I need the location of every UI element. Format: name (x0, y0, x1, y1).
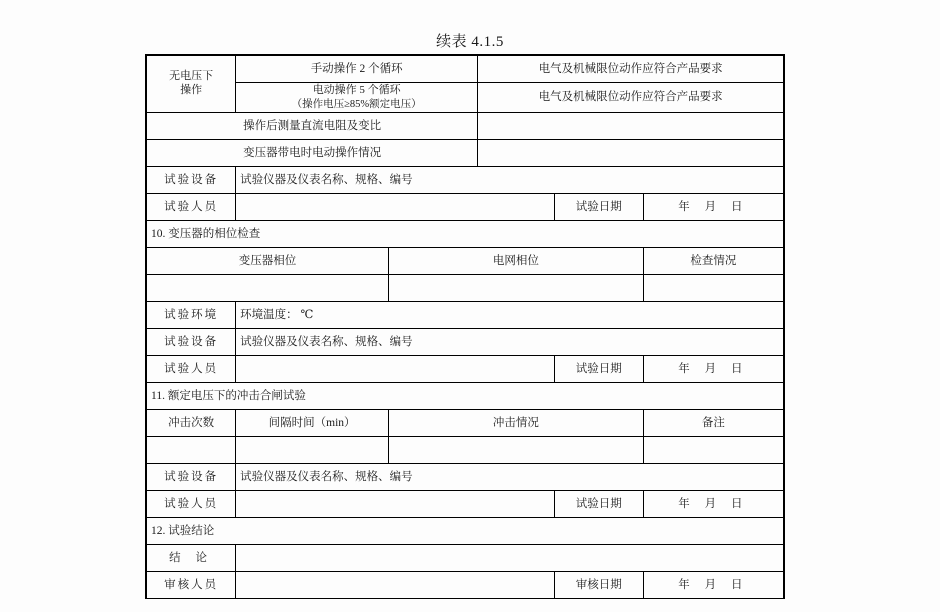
section-10-title: 10. 变压器的相位检查 (147, 220, 784, 247)
impulse-status-value[interactable] (389, 436, 644, 463)
test-date-value-1[interactable]: 年 月 日 (643, 193, 783, 220)
transformer-phase-value[interactable] (147, 274, 389, 301)
electric-operation-item-line-2: （操作电压≥85%额定电压） (291, 98, 422, 110)
table-row (147, 56, 784, 83)
table-row (147, 83, 784, 113)
conclusion-value[interactable] (236, 544, 784, 571)
test-staff-value-1[interactable] (236, 193, 554, 220)
interval-time-value[interactable] (236, 436, 389, 463)
electric-operation-item-line-1: 电动操作 5 个循环 (312, 84, 401, 96)
manual-operation-result: 电气及机械限位动作应符合产品要求 (478, 56, 784, 83)
review-date-label: 审核日期 (554, 571, 643, 598)
table-row (147, 571, 784, 598)
inspection-form-table (146, 55, 784, 599)
energized-operation-label: 变压器带电时电动操作情况 (147, 139, 478, 166)
test-date-label-1: 试验日期 (554, 193, 643, 220)
table-row (147, 166, 784, 193)
grid-phase-header: 电网相位 (389, 247, 644, 274)
test-equipment-value-2[interactable]: 试验仪器及仪表名称、规格、编号 (236, 328, 784, 355)
electric-operation-result: 电气及机械限位动作应符合产品要求 (478, 83, 784, 113)
test-environment-label: 试验环境 (147, 301, 236, 328)
reviewer-label: 审核人员 (147, 571, 236, 598)
interval-time-header: 间隔时间（min） (236, 409, 389, 436)
row-label-no-voltage-operation (147, 56, 236, 113)
post-operation-measure-value[interactable] (478, 112, 784, 139)
remark-header: 备注 (643, 409, 783, 436)
remark-value[interactable] (643, 436, 783, 463)
table-row (147, 517, 784, 544)
review-date-value[interactable]: 年 月 日 (643, 571, 783, 598)
impulse-count-value[interactable] (147, 436, 236, 463)
test-equipment-value-3[interactable]: 试验仪器及仪表名称、规格、编号 (236, 463, 784, 490)
test-staff-value-2[interactable] (236, 355, 554, 382)
electric-operation-item (236, 83, 478, 113)
table-row (147, 112, 784, 139)
post-operation-measure-label: 操作后测量直流电阻及变比 (147, 112, 478, 139)
table-row (147, 220, 784, 247)
test-equipment-label-1: 试验设备 (147, 166, 236, 193)
table-row (147, 328, 784, 355)
table-row (147, 382, 784, 409)
test-equipment-label-3: 试验设备 (147, 463, 236, 490)
table-row (147, 436, 784, 463)
test-equipment-label-2: 试验设备 (147, 328, 236, 355)
test-staff-label-1: 试验人员 (147, 193, 236, 220)
transformer-phase-header: 变压器相位 (147, 247, 389, 274)
test-staff-value-3[interactable] (236, 490, 554, 517)
energized-operation-value[interactable] (478, 139, 784, 166)
test-date-label-3: 试验日期 (554, 490, 643, 517)
table-row (147, 490, 784, 517)
form-sheet (145, 54, 785, 599)
test-date-value-3[interactable]: 年 月 日 (643, 490, 783, 517)
section-12-title: 12. 试验结论 (147, 517, 784, 544)
row-label-line-2: 操作 (180, 83, 203, 96)
table-row (147, 193, 784, 220)
table-row (147, 544, 784, 571)
test-date-label-2: 试验日期 (554, 355, 643, 382)
test-environment-value[interactable]: 环境温度： ℃ (236, 301, 784, 328)
check-status-value[interactable] (643, 274, 783, 301)
test-date-value-2[interactable]: 年 月 日 (643, 355, 783, 382)
table-row (147, 355, 784, 382)
test-staff-label-2: 试验人员 (147, 355, 236, 382)
table-row (147, 409, 784, 436)
reviewer-value[interactable] (236, 571, 554, 598)
impulse-count-header: 冲击次数 (147, 409, 236, 436)
table-row (147, 463, 784, 490)
table-row (147, 301, 784, 328)
row-label-line-1: 无电压下 (169, 70, 214, 83)
test-staff-label-3: 试验人员 (147, 490, 236, 517)
table-row (147, 247, 784, 274)
check-status-header: 检查情况 (643, 247, 783, 274)
table-row (147, 274, 784, 301)
conclusion-label: 结 论 (147, 544, 236, 571)
manual-operation-item: 手动操作 2 个循环 (236, 56, 478, 83)
section-11-title: 11. 额定电压下的冲击合闸试验 (147, 382, 784, 409)
test-equipment-value-1[interactable]: 试验仪器及仪表名称、规格、编号 (236, 166, 784, 193)
impulse-status-header: 冲击情况 (389, 409, 644, 436)
table-row (147, 139, 784, 166)
grid-phase-value[interactable] (389, 274, 644, 301)
page-title: 续表 4.1.5 (436, 34, 504, 50)
